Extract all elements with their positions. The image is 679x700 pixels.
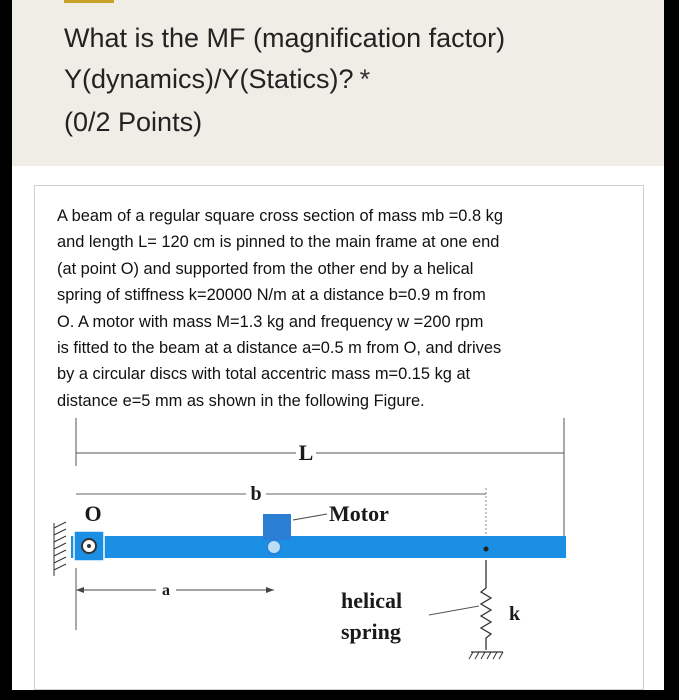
problem-line: and length L= 120 cm is pinned to the main frame at one end <box>57 233 500 252</box>
pin-joint-center <box>87 544 91 548</box>
dimension-a-arrow-right <box>266 587 274 593</box>
problem-line: O. A motor with mass M=1.3 kg and frequency w =200 rpm <box>57 312 484 331</box>
helical-spring <box>481 560 491 650</box>
question-card <box>12 0 664 690</box>
accent-bar <box>64 0 114 3</box>
problem-line: is fitted to the beam at a distance a=0.5 m from O, and drives <box>57 339 502 358</box>
problem-statement <box>57 203 623 414</box>
label-k: k <box>509 603 521 625</box>
motor <box>263 514 291 540</box>
beam-end-point <box>484 547 489 552</box>
dimension-a-arrow-left <box>76 587 84 593</box>
beam <box>71 536 566 558</box>
problem-line: distance e=5 mm as shown in the following Figure. <box>57 391 425 410</box>
label-motor: Motor <box>329 501 389 526</box>
problem-line: spring of stiffness k=20000 N/m at a distance b=0.9 m from <box>57 286 486 305</box>
problem-line: by a circular discs with total accentric mass m=0.15 kg at <box>57 365 471 384</box>
problem-line: (at point O) and supported from the other end by a helical <box>57 259 474 278</box>
problem-line: A beam of a regular square cross section of mass mb =0.8 kg <box>57 207 503 225</box>
problem-image <box>34 185 644 690</box>
label-helical: helical <box>341 588 403 613</box>
label-b: b <box>250 483 262 505</box>
spring-leader-line <box>429 606 479 615</box>
question-title-line1: What is the MF (magnification factor) <box>64 23 506 53</box>
question-title-line2 <box>64 59 644 100</box>
points-label: (0/2 Points) <box>64 107 203 137</box>
wall-hatch <box>54 522 66 576</box>
label-O: O <box>84 501 102 526</box>
question-header <box>12 0 664 166</box>
beam-figure <box>51 418 611 690</box>
motor-leader-line <box>293 514 327 520</box>
label-a: a <box>162 582 170 599</box>
question-title <box>64 18 644 100</box>
label-spring: spring <box>341 619 401 644</box>
required-mark: * <box>359 64 371 94</box>
label-L: L <box>298 440 314 465</box>
eccentric-disc <box>267 540 281 554</box>
question-title-line2-text: Y(dynamics)/Y(Statics)? <box>64 64 354 94</box>
spring-ground-hatch <box>469 652 503 659</box>
